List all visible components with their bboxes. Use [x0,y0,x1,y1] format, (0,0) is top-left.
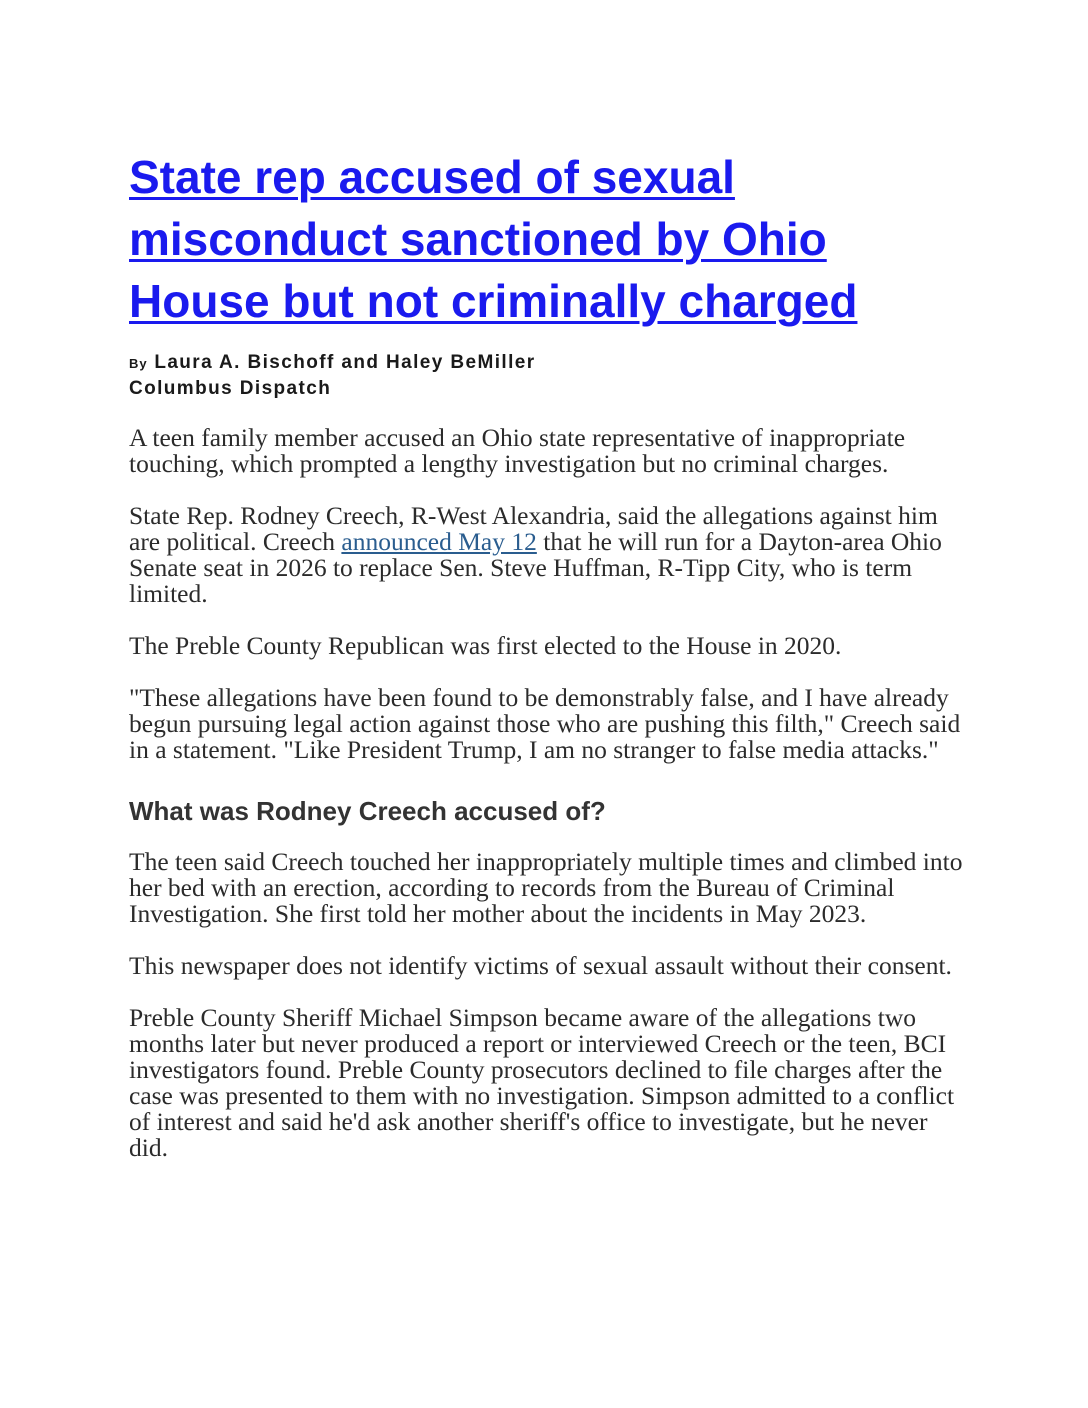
headline [129,146,969,332]
headline-link[interactable]: State rep accused of sexual misconduct sanctioned by Ohio House but not criminally charged [129,151,858,327]
byline [129,350,969,401]
paragraph-5: The teen said Creech touched her inappropriately multiple times and climbed into her bed with an erection, according to records from the Bureau of Criminal Investigation. She first told her mother about the incidents in May 2023. [129,847,963,928]
announced-link[interactable]: announced May 12 [341,527,537,556]
paragraph-2-text-after: that he will run for a Dayton-area Ohio Senate seat in 2026 to replace Sen. Steve Huffman, R-Tipp City, who is term limited. [129,527,942,608]
paragraph-4: "These allegations have been found to be demonstrably false, and I have already begun pursuing legal action against those who are pushing this filth," Creech said in a statement. "Like President Trump, I am no stranger to false media attacks." [129,683,961,764]
paragraph-3: The Preble County Republican was first elected to the House in 2020. [129,631,842,660]
byline-authors: Laura A. Bischoff and Haley BeMiller [154,352,536,373]
paragraph-2-text-before: State Rep. Rodney Creech, R-West Alexandria, said the allegations against him are political. Creech [129,501,938,556]
article [129,146,969,1161]
paragraph-6: This newspaper does not identify victims of sexual assault without their consent. [129,951,952,980]
paragraph-7: Preble County Sheriff Michael Simpson became aware of the allegations two months later but never produced a report or interviewed Creech or the teen, BCI investigators found. Preble County prosecutors declined to file charges after the case was presented to them with no investigation. Simpson admitted to a conflict of interest and said he'd ask another sheriff's office to investigate, but he never did. [129,1003,955,1162]
paragraph-2 [129,503,969,607]
byline-authors-line [129,350,969,376]
paragraph-1: A teen family member accused an Ohio state representative of inappropriate touching, which prompted a lengthy investigation but no criminal charges. [129,423,906,478]
section-subheading: What was Rodney Creech accused of? [129,796,606,826]
byline-by-label: By [129,356,148,371]
byline-outlet: Columbus Dispatch [129,378,332,399]
